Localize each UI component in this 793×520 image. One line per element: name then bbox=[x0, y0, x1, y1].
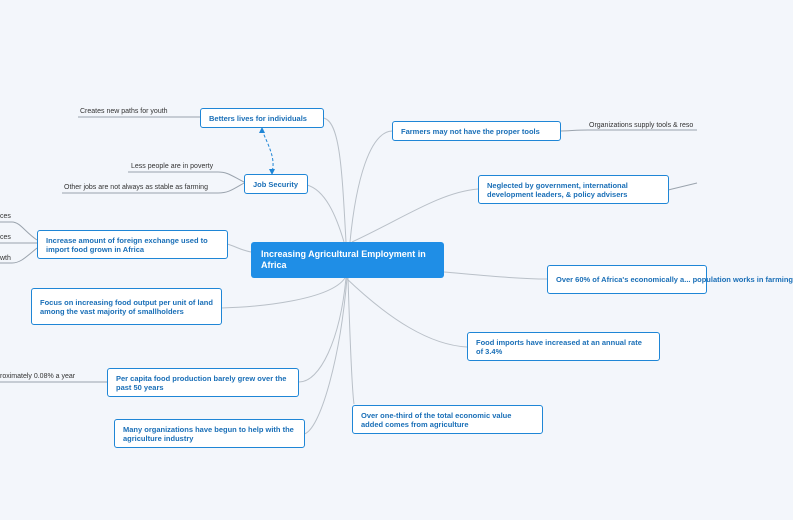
edge-job-security bbox=[307, 185, 344, 242]
topic-label: Over one-third of the total economic value added comes from agriculture bbox=[361, 410, 512, 429]
topic-food-imports[interactable] bbox=[467, 332, 660, 361]
topic-focus-output[interactable] bbox=[31, 288, 222, 325]
topic-farmers-tools[interactable] bbox=[392, 121, 561, 141]
topic-per-capita[interactable] bbox=[107, 368, 299, 397]
edge-over-60 bbox=[444, 272, 547, 279]
leaf-line-less-poverty bbox=[128, 172, 244, 182]
topic-job-security[interactable] bbox=[244, 174, 308, 194]
leaf-org-supply[interactable]: Organizations supply tools & reso bbox=[589, 122, 694, 129]
edge-organizations bbox=[304, 278, 347, 434]
leaf-new-paths[interactable]: Creates new paths for youth bbox=[80, 108, 168, 115]
leaf-line-org-supply bbox=[560, 130, 697, 131]
topic-label: Over 60% of Africa's economically a... population works in farming bbox=[556, 275, 793, 284]
topic-one-third[interactable] bbox=[352, 405, 543, 434]
topic-label: Increase amount of foreign exchange used to import food grown in Africa bbox=[46, 235, 208, 254]
topic-organizations[interactable] bbox=[114, 419, 305, 448]
leaf-approx[interactable]: roximately 0.08% a year bbox=[0, 373, 76, 380]
edge-neglected bbox=[352, 189, 478, 242]
topic-betters-lives[interactable] bbox=[200, 108, 324, 128]
topic-increase-exchange[interactable] bbox=[37, 230, 228, 259]
edge-per-capita bbox=[299, 278, 346, 382]
topic-label: Focus on increasing food output per unit of land among the vast majority of smallholders bbox=[40, 297, 213, 316]
central-topic[interactable] bbox=[251, 242, 444, 278]
leaf-ces-2[interactable]: ces bbox=[0, 234, 11, 241]
topic-label: Many organizations have begun to help with the agriculture industry bbox=[123, 424, 294, 443]
topic-label: Neglected by government, international development leaders, & policy advisers bbox=[487, 180, 628, 199]
relationship-dashed-connector bbox=[262, 130, 273, 172]
topic-label: Betters lives for individuals bbox=[209, 113, 307, 123]
edge-betters-lives bbox=[323, 118, 346, 242]
topic-label: Per capita food production barely grew over the past 50 years bbox=[116, 373, 287, 392]
leaf-ces-1[interactable]: ces bbox=[0, 213, 11, 220]
topic-label: Food imports have increased at an annual rate of 3.4% bbox=[476, 337, 642, 356]
topic-over-60[interactable] bbox=[547, 265, 793, 294]
edge-food-imports bbox=[346, 278, 467, 347]
leaf-wth[interactable]: wth bbox=[0, 255, 11, 262]
central-topic-label: Increasing Agricultural Employment in Africa bbox=[261, 249, 426, 270]
leaf-line-neglected-right bbox=[668, 183, 697, 190]
topic-label: Farmers may not have the proper tools bbox=[401, 126, 540, 136]
topic-neglected[interactable] bbox=[478, 175, 669, 204]
edge-increase-exchange bbox=[227, 244, 251, 252]
leaf-less-poverty[interactable]: Less people are in poverty bbox=[131, 163, 214, 170]
edge-one-third bbox=[348, 278, 354, 404]
edge-focus-output bbox=[221, 278, 345, 308]
leaf-other-jobs[interactable]: Other jobs are not always as stable as farming bbox=[64, 184, 208, 191]
topic-label: Job Security bbox=[253, 179, 299, 189]
